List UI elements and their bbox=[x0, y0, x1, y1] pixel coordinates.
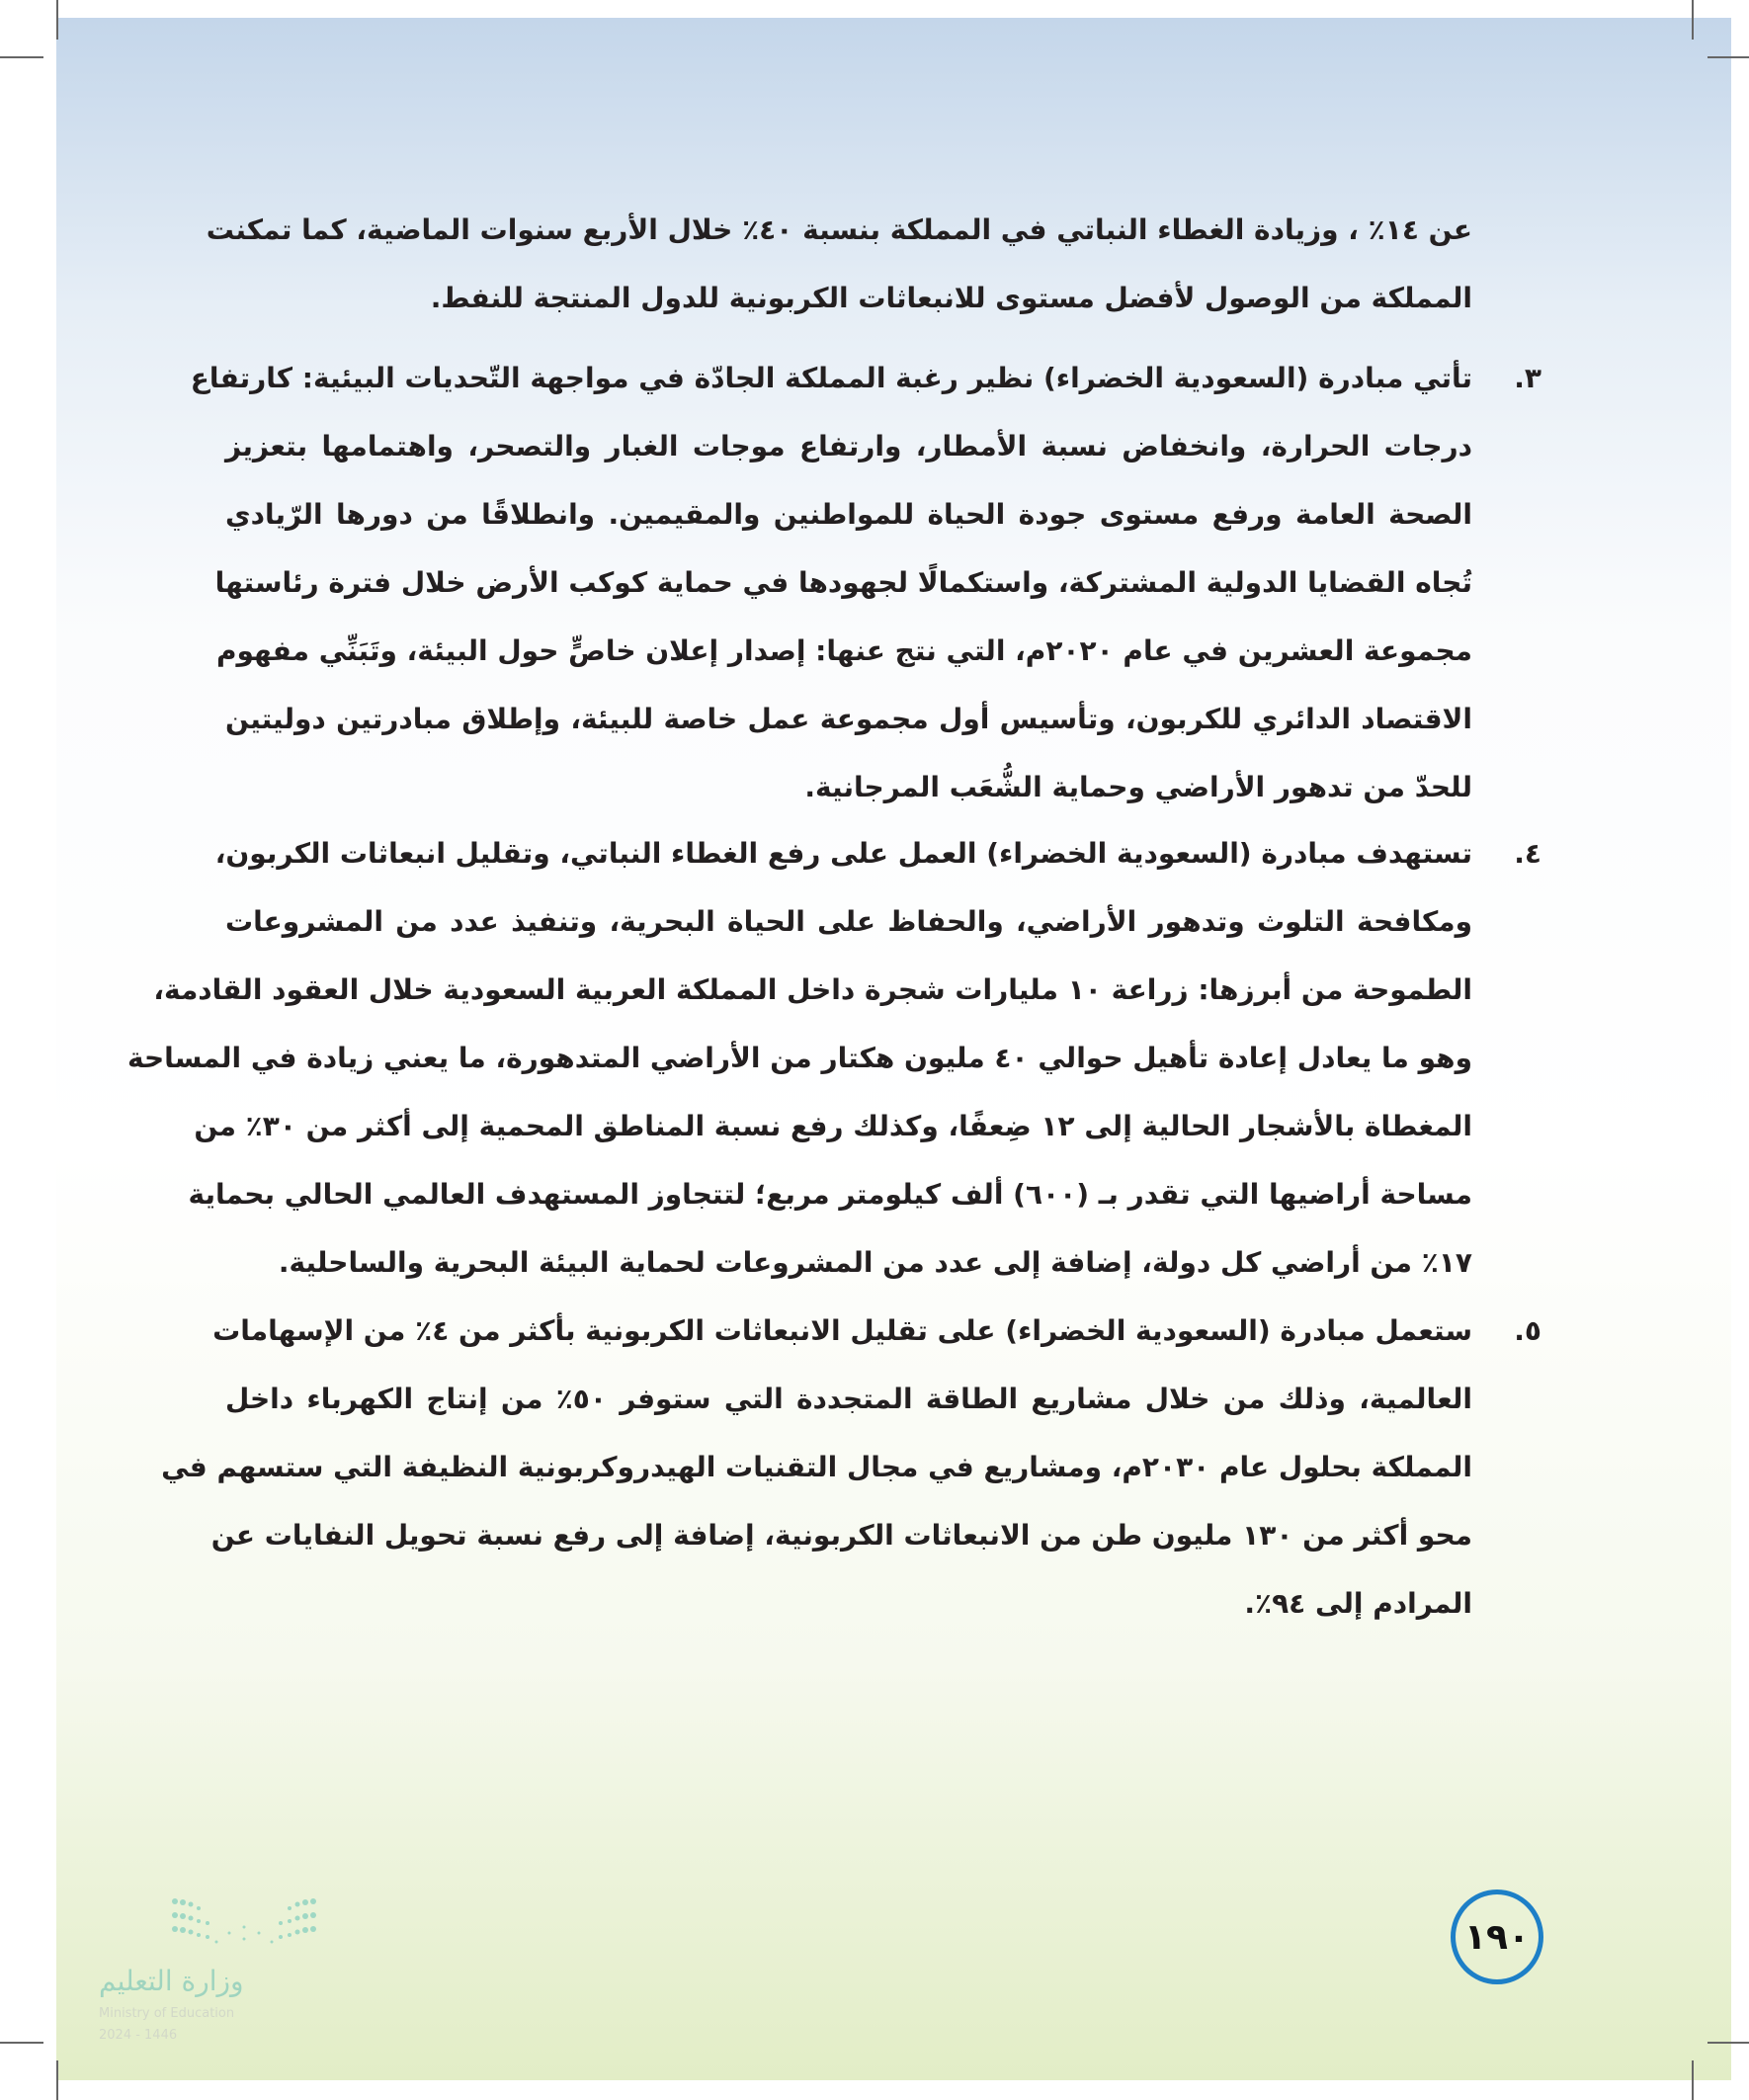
crop-mark bbox=[0, 2042, 43, 2044]
text-line: تستهدف مبادرة (السعودية الخضراء) العمل على رفع الغطاء النباتي، وتقليل انبعاثات الكربون، bbox=[214, 837, 1472, 870]
crop-mark bbox=[1707, 2042, 1749, 2044]
crop-mark bbox=[1692, 2060, 1694, 2100]
logo-year-text: 2024 - 1446 bbox=[99, 2028, 178, 2043]
crop-mark bbox=[1692, 0, 1694, 40]
item-number: ٣. bbox=[1514, 362, 1541, 394]
text-line: محو أكثر من ١٣٠ مليون طن من الانبعاثات الكربونية، إضافة إلى رفع نسبة تحويل النفايات عن bbox=[210, 1519, 1472, 1552]
crop-mark bbox=[1707, 56, 1749, 58]
text-line: المغطاة بالأشجار الحالية إلى ١٢ ضِعفًا، وكذلك رفع نسبة المناطق المحمية إلى أكثر من ٣٠٪ من bbox=[194, 1110, 1472, 1142]
text-line: العالمية، وذلك من خلال مشاريع الطاقة المتجددة التي ستوفر ٥٠٪ من إنتاج الكهرباء داخل bbox=[225, 1383, 1472, 1415]
text-line: للحدّ من تدهور الأراضي وحماية الشُّعَب المرجانية. bbox=[804, 771, 1472, 803]
text-line: ستعمل مبادرة (السعودية الخضراء) على تقليل الانبعاثات الكربونية بأكثر من ٤٪ من الإسهامات bbox=[212, 1314, 1472, 1347]
intro-paragraph bbox=[206, 196, 1472, 332]
text-line: المملكة من الوصول لأفضل مستوى للانبعاثات الكربونية للدول المنتجة للنفط. bbox=[430, 282, 1472, 314]
text-line: تأتي مبادرة (السعودية الخضراء) نظير رغبة المملكة الجادّة في مواجهة التّحديات البيئية: كارتفاع bbox=[190, 362, 1472, 394]
text-line: الطموحة من أبرزها: زراعة ١٠ مليارات شجرة داخل المملكة العربية السعودية خلال العقود القادمة، bbox=[153, 973, 1472, 1006]
logo-dots-icon bbox=[170, 1895, 318, 1947]
crop-mark bbox=[0, 56, 43, 58]
logo-arabic-text: وزارة التعليم bbox=[99, 1965, 244, 1997]
text-line: المملكة بحلول عام ٢٠٣٠م، ومشاريع في مجال التقنيات الهيدروكربونية النظيفة التي ستسهم في bbox=[161, 1451, 1472, 1483]
text-line: الاقتصاد الدائري للكربون، وتأسيس أول مجموعة عمل خاصة للبيئة، وإطلاق مبادرتين دوليتين bbox=[225, 703, 1472, 735]
item-4-paragraph bbox=[127, 819, 1472, 1297]
item-3-paragraph bbox=[190, 344, 1472, 821]
text-line: درجات الحرارة، وانخفاض نسبة الأمطار، وارتفاع موجات الغبار والتصحر، واهتمامها بتعزيز bbox=[225, 430, 1472, 462]
crop-mark bbox=[56, 2060, 58, 2100]
text-line: ١٧٪ من أراضي كل دولة، إضافة إلى عدد من المشروعات لحماية البيئة البحرية والساحلية. bbox=[278, 1246, 1472, 1279]
page-number-text: ١٩٠ bbox=[1464, 1916, 1530, 1958]
text-line: وهو ما يعادل إعادة تأهيل حوالي ٤٠ مليون هكتار من الأراضي المتدهورة، ما يعني زيادة في المساحة bbox=[127, 1042, 1472, 1074]
page-number bbox=[1451, 1890, 1543, 1984]
logo-english-text: Ministry of Education bbox=[99, 2006, 235, 2021]
crop-mark bbox=[56, 0, 58, 40]
text-line: ومكافحة التلوث وتدهور الأراضي، والحفاظ على الحياة البحرية، وتنفيذ عدد من المشروعات bbox=[225, 905, 1472, 938]
text-line: الصحة العامة ورفع مستوى جودة الحياة للمواطنين والمقيمين. وانطلاقًا من دورها الرّيادي bbox=[225, 498, 1472, 531]
text-line: تُجاه القضايا الدولية المشتركة، واستكمالًا لجهودها في حماية كوكب الأرض خلال فترة رئاستها bbox=[214, 566, 1472, 599]
text-line: مجموعة العشرين في عام ٢٠٢٠م، التي نتج عنها: إصدار إعلان خاصٍّ حول البيئة، وتَبَنِّي مفهوم bbox=[215, 634, 1472, 667]
text-line: عن ١٤٪ ، وزيادة الغطاء النباتي في المملكة بنسبة ٤٠٪ خلال الأربع سنوات الماضية، كما تمكنت bbox=[206, 213, 1472, 246]
item-number: ٤. bbox=[1514, 837, 1541, 870]
text-line: المرادم إلى ٩٤٪. bbox=[1244, 1587, 1472, 1620]
item-5-paragraph bbox=[161, 1297, 1472, 1638]
text-line: مساحة أراضيها التي تقدر بـ (٦٠٠) ألف كيلومتر مربع؛ لتتجاوز المستهدف العالمي الحالي بحماية bbox=[188, 1178, 1472, 1211]
item-number: ٥. bbox=[1514, 1314, 1541, 1347]
